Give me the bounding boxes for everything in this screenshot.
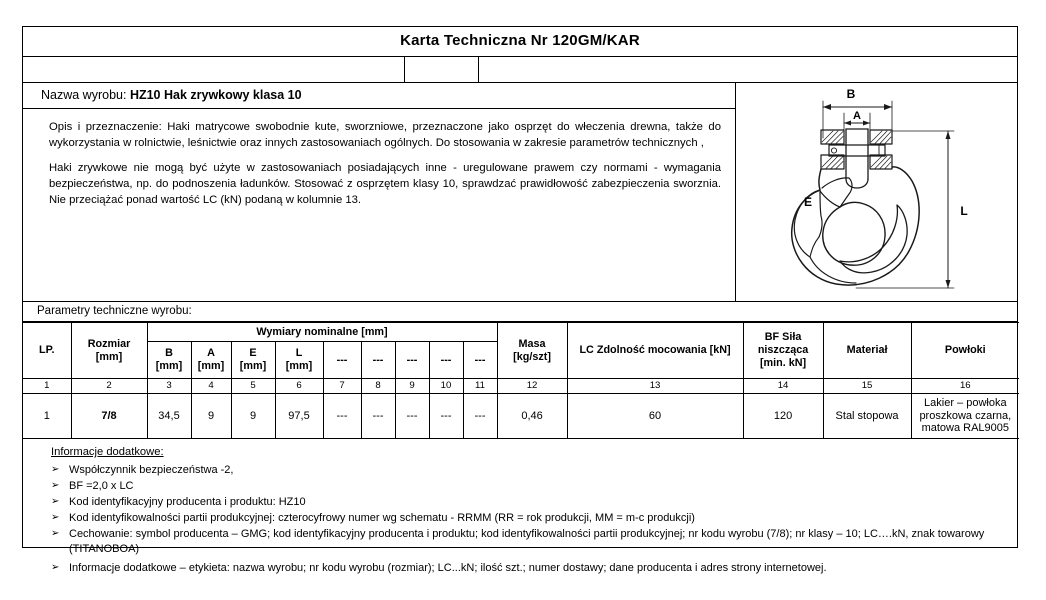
cell-rozmiar: 7/8	[71, 394, 147, 439]
bullet-arrow-icon: ➢	[51, 480, 60, 492]
header-masa	[497, 323, 567, 379]
cell-blank-7: ---	[323, 394, 361, 439]
additional-info-title: Informacje dodatkowe:	[51, 446, 164, 458]
cell-blank-11: ---	[463, 394, 497, 439]
technical-parameters-table	[23, 322, 1019, 439]
cell-dim-a: 9	[191, 394, 231, 439]
header-blank-10: ---	[429, 342, 463, 379]
colnum-4: 4	[191, 379, 231, 394]
list-item-text: Współczynnik bezpieczeństwa -2,	[69, 463, 234, 476]
table-column-number-row	[23, 379, 1019, 394]
table-caption: Parametry techniczne wyrobu:	[37, 305, 192, 317]
header-material: Materiał	[823, 323, 911, 379]
svg-text:A: A	[853, 110, 861, 122]
colnum-16: 16	[911, 379, 1019, 394]
product-name-value: HZ10 Hak zrywkowy klasa 10	[129, 88, 302, 102]
description-paragraph-2: Haki zrywkowe nie mogą być użyte w zastosowaniach posiadających inne - uregulowane prawem czy normami - wymagania bezpieczeństwa, np. do podnoszenia ładunków. Stosować z osprzętem klasy 10, sprawdzać prawidłowość zabezpieczenia sworznia. Nie przeciążać ponad wartość LC (kN) podaną w kolumnie 13.	[49, 162, 721, 207]
list-item-text: BF =2,0 x LC	[69, 480, 134, 493]
header-dim-l	[275, 342, 323, 379]
header-dim-l-line2: [mm]	[285, 360, 313, 372]
description-paragraph-1: Opis i przeznaczenie: Haki matrycowe swobodnie kute, sworzniowe, przeznaczone jako osprzęt do włeczenia drewna, także do wykorzystania w rolnictwie, leśnictwie oraz innych zastosowaniach ogólnych. Do stosowania w zakresie parametrów technicznych ,	[49, 121, 721, 150]
cell-lc: 60	[567, 394, 743, 439]
bullet-arrow-icon: ➢	[51, 528, 60, 540]
svg-text:E: E	[803, 195, 813, 209]
cell-powloki-line2: proszkowa czarna,	[919, 409, 1012, 422]
cell-blank-9: ---	[395, 394, 429, 439]
colnum-9: 9	[395, 379, 429, 394]
svg-text:L: L	[960, 204, 968, 218]
header-lp: LP.	[23, 323, 71, 379]
bullet-arrow-icon: ➢	[51, 496, 60, 508]
cell-dim-e: 9	[231, 394, 275, 439]
colnum-12: 12	[497, 379, 567, 394]
colnum-15: 15	[823, 379, 911, 394]
list-item	[37, 463, 1007, 478]
header-dim-b-line1: B	[165, 347, 173, 360]
strip-divider-left	[404, 57, 405, 82]
cell-powloki-line3: matowa RAL9005	[921, 422, 1010, 435]
product-name-row	[23, 83, 735, 109]
header-rozmiar	[71, 323, 147, 379]
hook-drawing	[736, 83, 1019, 301]
list-item-text: Cechowanie: symbol producenta – GMG; kod identyfikacyjny producenta i produktu; kod identyfikowalności partii produkcyjnej; nr kodu wyrobu (7/8); nr klasy – 10; LC….kN, znak towarowy (TITANOBOA)	[69, 528, 985, 556]
header-bf-line3: [min. kN]	[759, 356, 807, 369]
list-item	[37, 479, 1007, 494]
header-dim-e-line2: [mm]	[239, 360, 267, 372]
list-item-text: Kod identyfikowalności partii produkcyjnej: czterocyfrowy numer wg schematu - RRMM (RR = rok produkcji, MM = m-c produkcji)	[69, 512, 695, 525]
header-dim-e-line1: E	[249, 347, 257, 360]
title-band	[23, 27, 1017, 57]
header-bf	[743, 323, 823, 379]
description-text	[23, 109, 735, 208]
colnum-5: 5	[231, 379, 275, 394]
header-dim-a	[191, 342, 231, 379]
colnum-14: 14	[743, 379, 823, 394]
product-name-label: Nazwa wyrobu:	[41, 88, 127, 102]
header-masa-line1: Masa	[518, 337, 546, 350]
cell-material: Stal stopowa	[823, 394, 911, 439]
colnum-1: 1	[23, 379, 71, 394]
cell-blank-8: ---	[361, 394, 395, 439]
header-dim-b-line2: [mm]	[155, 360, 183, 372]
colnum-10: 10	[429, 379, 463, 394]
cell-masa: 0,46	[497, 394, 567, 439]
colnum-11: 11	[463, 379, 497, 394]
header-lc: LC Zdolność mocowania [kN]	[567, 323, 743, 379]
bullet-arrow-icon: ➢	[51, 512, 60, 524]
colnum-3: 3	[147, 379, 191, 394]
header-dim-a-line2: [mm]	[197, 360, 225, 372]
cell-blank-10: ---	[429, 394, 463, 439]
header-dim-l-line1: L	[295, 347, 303, 360]
list-item	[37, 495, 1007, 510]
blank-strip-row	[23, 57, 1017, 83]
strip-divider-right	[478, 57, 479, 82]
colnum-2: 2	[71, 379, 147, 394]
cell-dim-b: 34,5	[147, 394, 191, 439]
cell-bf: 120	[743, 394, 823, 439]
header-dim-a-line1: A	[207, 347, 215, 360]
cell-lp: 1	[23, 394, 71, 439]
table-row	[23, 394, 1019, 439]
colnum-8: 8	[361, 379, 395, 394]
header-rozmiar-line1: Rozmiar	[87, 337, 131, 350]
list-item	[37, 561, 1007, 576]
technical-data-sheet	[22, 26, 1018, 574]
header-blank-11: ---	[463, 342, 497, 379]
table-header-row-1	[23, 323, 1019, 342]
header-dim-b	[147, 342, 191, 379]
cell-powloki	[911, 394, 1019, 439]
header-masa-line2: [kg/szt]	[513, 350, 551, 363]
list-item	[37, 527, 1007, 556]
bullet-arrow-icon: ➢	[51, 463, 60, 475]
header-blank-8: ---	[361, 342, 395, 379]
cell-dim-l: 97,5	[275, 394, 323, 439]
hook-drawing-svg	[736, 83, 1019, 301]
header-bf-line1: BF Siła	[764, 331, 802, 344]
additional-info-list	[37, 463, 1007, 575]
colnum-7: 7	[323, 379, 361, 394]
cell-powloki-line1: Lakier – powłoka	[924, 396, 1007, 409]
list-item	[37, 511, 1007, 526]
colnum-6: 6	[275, 379, 323, 394]
header-blank-9: ---	[395, 342, 429, 379]
additional-info-block	[23, 439, 1017, 575]
list-item-text: Informacje dodatkowe – etykieta: nazwa wyrobu; nr kodu wyrobu (rozmiar); LC...kN; ilość szt.; numer dostawy; dane producenta i adres strony internetowej.	[69, 561, 827, 574]
header-dim-e	[231, 342, 275, 379]
table-caption-row	[23, 302, 1017, 322]
drawing-column	[736, 83, 1017, 301]
colnum-13: 13	[567, 379, 743, 394]
bullet-arrow-icon: ➢	[51, 561, 60, 573]
header-group-wymiary: Wymiary nominalne [mm]	[147, 323, 497, 342]
list-item-text: Kod identyfikacyjny producenta i produktu: HZ10	[69, 496, 306, 509]
header-rozmiar-line2: [mm]	[95, 350, 123, 363]
document-title: Karta Techniczna Nr 120GM/KAR	[400, 32, 640, 49]
header-bf-line2: niszcząca	[757, 344, 809, 357]
description-column	[23, 83, 736, 301]
svg-text:B: B	[846, 87, 856, 101]
header-blank-7: ---	[323, 342, 361, 379]
product-description-block	[23, 83, 1017, 302]
header-powloki: Powłoki	[911, 323, 1019, 379]
